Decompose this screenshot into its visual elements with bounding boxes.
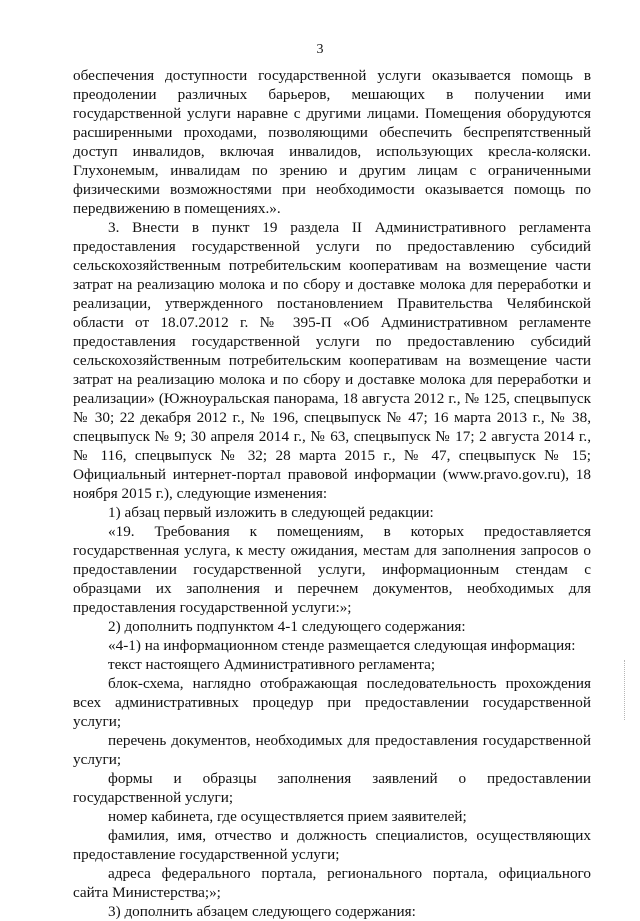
paragraph-accessibility-continuation: обеспечения доступности государственной услуги оказывается помощь в преодолении различных барьеров, мешающих в получении ими государственной услуги наравне с другими лицами. Помещения оборудуются расширенными проходами, позволяющими обеспечить беспрепятственный доступ инвалидов, включая инвалидов, использующих кресла-коляски. Глухонемым, инвалидам по зрению и другим лицам с ограниченными физическими возможностями при необходимости оказывается помощь по передвижению в помещениях.». [73, 67, 591, 217]
list-item-document-list: перечень документов, необходимых для предоставления государственной услуги; [73, 732, 591, 768]
paragraph-subitem-3: 3) дополнить абзацем следующего содержания: [108, 903, 416, 920]
list-item-regulation-text: текст настоящего Административного регламента; [108, 656, 436, 673]
paragraph-item-3-amendments: 3. Внести в пункт 19 раздела II Административного регламента предоставления государственной услуги по предоставлению субсидий сельскохозяйственным потребительским кооперативам на возмещение части затрат на реализацию молока и по сбору и доставке молока для переработки и реализации, утвержденного постановлением Правительства Челябинской области от 18.07.2012 г. № 395-П «Об Административном регламенте предоставления государственной услуги по предоставлению субсидий сельскохозяйственным потребительским кооперативам на возмещение части затрат на реализацию молока и по сбору и доставке молока для переработки и реализации» (Южноуральская панорама, 18 августа 2012 г., № 125, спецвыпуск № 30; 22 декабря 2012 г., № 196, спецвыпуск № 47; 16 марта 2013 г., № 38, спецвыпуск № 9; 30 апреля 2014 г., № 63, спецвыпуск № 17; 2 августа 2014 г., № 116, спецвыпуск № 32; 28 марта 2015 г., № 47, спецвыпуск № 15; Официальный интернет-портал правовой информации (www.pravo.gov.ru), 18 ноября 2015 г.), следующие изменения: [73, 219, 591, 502]
scan-margin-mark [624, 660, 627, 720]
list-item-office-number: номер кабинета, где осуществляется прием заявителей; [108, 808, 467, 825]
list-item-specialists: фамилия, имя, отчество и должность специалистов, осуществляющих предоставление государственной услуги; [73, 827, 591, 863]
paragraph-subclause-4-1: «4-1) на информационном стенде размещается следующая информация: [108, 637, 576, 654]
list-item-portal-addresses: адреса федерального портала, регионального портала, официального сайта Министерства;»; [73, 865, 591, 901]
paragraph-subitem-2: 2) дополнить подпунктом 4-1 следующего содержания: [108, 618, 466, 635]
list-item-application-forms: формы и образцы заполнения заявлений о предоставлении государственной услуги; [73, 770, 591, 806]
page-number: 3 [316, 42, 324, 57]
document-body [73, 66, 591, 921]
paragraph-clause-19-text: «19. Требования к помещениям, в которых предоставляется государственная услуга, к месту ожидания, местам для заполнения запросов о предоставлении государственной услуги, информационным стендам с образцами их заполнения и перечнем документов, необходимых для предоставления государственной услуги:»; [73, 523, 591, 616]
list-item-flowchart: блок-схема, наглядно отображающая последовательность прохождения всех административных процедур при предоставлении государственной услуги; [73, 675, 591, 730]
paragraph-subitem-1: 1) абзац первый изложить в следующей редакции: [108, 504, 434, 521]
